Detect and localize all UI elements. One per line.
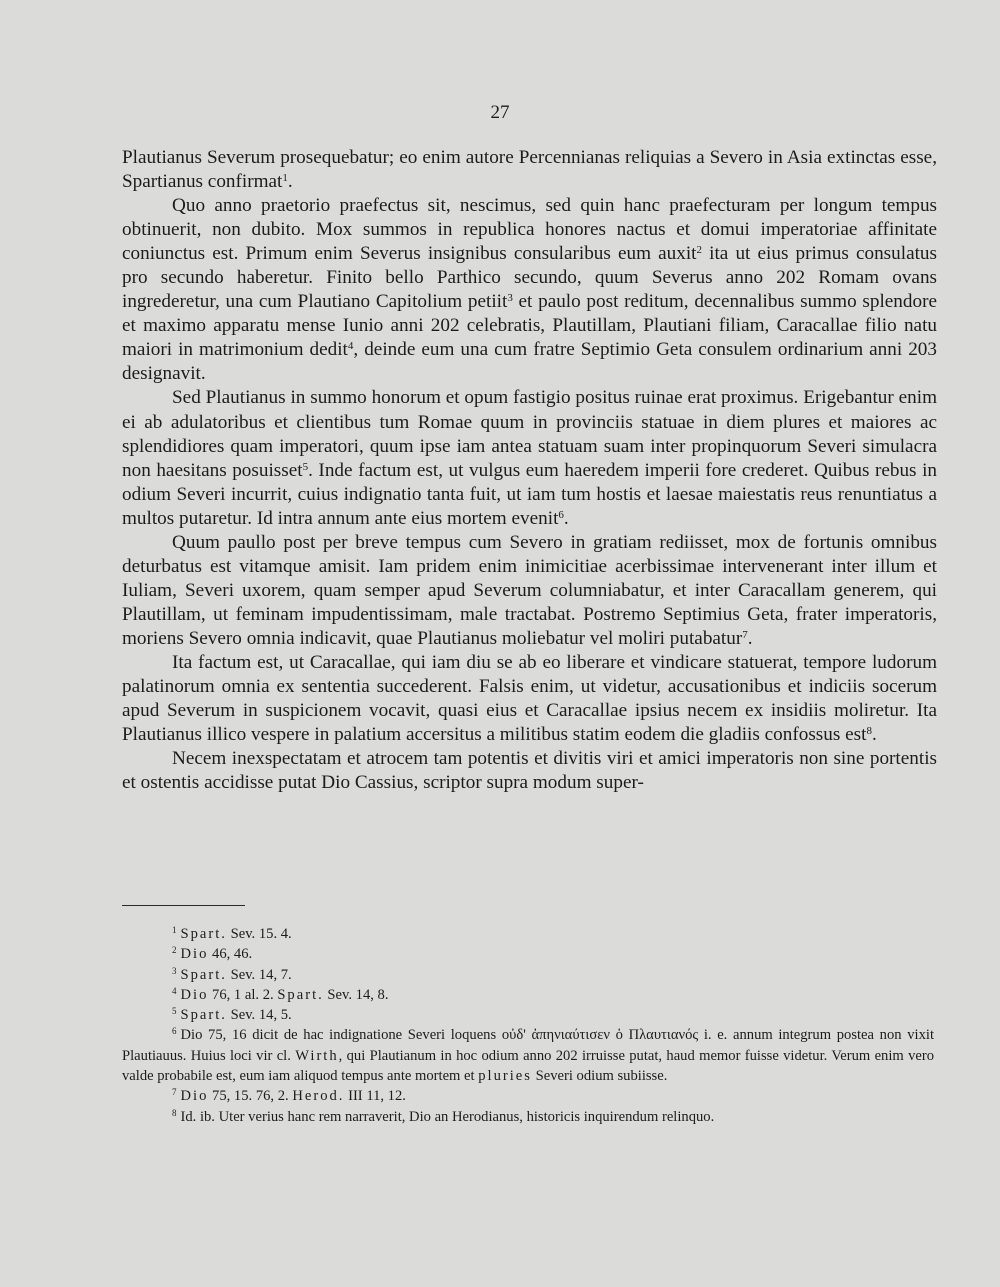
text-run: Dio 75, 16 dicit de hac indignatione Severi loquens οὐδ' ἀπηνιαύτισεν ὁ Πλαυτιανός i. e. annum integrum postea non vixit Plautiauus. Huius loci vir cl. (122, 1027, 934, 1064)
footnotes (122, 924, 934, 1127)
footnote (122, 1107, 934, 1127)
spaced-citation: Herod. (292, 1088, 345, 1105)
paragraph (122, 747, 937, 795)
footnote (122, 1025, 934, 1086)
text-run: . (563, 507, 569, 529)
text-run: 46, 46. (208, 946, 253, 963)
text-run: ita ut eius primus consulatus pro secundo haberetur. Finito bello Parthico secundo, quum Severus anno 202 Romam ovans ingrederetur, una cum Plautiano Capitolium petiit (122, 243, 937, 313)
text-run: Quo anno praetorio praefectus sit, nescimus, sed quin hanc praefecturam per longum tempus obtinuerit, non dubito. Mox summos in republica honores nactus et domui imperatoriae affinitate coniunctus est. Primum enim Severus insignibus consularibus eum auxit (122, 195, 937, 265)
footnote (122, 944, 934, 964)
paragraph (122, 651, 937, 747)
paragraph (122, 194, 937, 386)
paragraph (122, 146, 937, 194)
text-run: 76, 1 al. 2. (208, 986, 278, 1003)
page-number: 27 (490, 102, 510, 123)
spaced-citation: pluries (478, 1068, 532, 1085)
paragraph (122, 531, 937, 651)
spaced-citation: Dio (180, 1088, 209, 1105)
spaced-citation: Spart. (180, 1007, 227, 1024)
text-run: et paulo post reditum, decennalibus summo splendore et maximo apparatu mense Iunio anni 202 celebratis, Plautillam, Plautiani filiam, Caracallae filio natu maiori in matrimonium dedit (122, 291, 937, 361)
text-run: Sev. 14, 5. (226, 1007, 292, 1024)
footnote (122, 1086, 934, 1106)
main-text (122, 146, 937, 795)
footnote-marker: 2 (696, 244, 703, 257)
text-run: Ita factum est, ut Caracallae, qui iam diu se ab eo liberare et vindicare statuerat, tempore ludorum palatinorum omnia ex sententia succederent. Falsis enim, ut videtur, accusationibus et indiciis socerum apud Severum in suspicionem vocavit, quasi eius et Caracallae ipsius necem ex insidiis moliretur. Ita Plautianus illico vespere in palatium accersitus a militibus statim eodem die gladiis confossus est (122, 651, 937, 746)
text-run: Sev. 14, 8. (323, 986, 389, 1003)
footnote-marker: 5 (302, 460, 309, 473)
footnote-marker: 7 (742, 628, 748, 641)
spaced-citation: Wirth (295, 1047, 339, 1064)
text-run: Necem inexspectatam et atrocem tam potentis et divitis viri et amici imperatoris non sine portentis et ostentis accidisse putat Dio Cassius, scriptor supra modum super- (122, 748, 937, 794)
text-run: 75, 15. 76, 2. (208, 1088, 293, 1105)
footnote-marker: 6 (172, 1026, 177, 1037)
footnote (122, 1005, 934, 1025)
spaced-citation: Spart. (180, 966, 227, 983)
text-run: Quum paullo post per breve tempus cum Severo in gratiam rediisset, mox de fortunis omnibus deturbatus est vitamque amisit. Iam pridem enim inimicitiae acerbissimae intervenerant inter illum et Iuliam, Severi uxorem, quam semper apud Severum columniabatur, et inter Caracallam generem, qui Plautillam, ut feminam impudentissimam, male tractabat. Postremo Septimius Geta, frater imperatoris, moriens Severo omnia indicavit, quae Plautianus moliebatur vel moliri putabatur (122, 531, 937, 649)
text-run: Severi odium subiisse. (531, 1068, 668, 1085)
text-run: , deinde eum una cum fratre Septimio Geta consulem ordinarium anni 203 designavit. (122, 339, 937, 385)
text-run: Id. ib. Uter verius hanc rem narraverit, Dio an Herodianus, historicis inquirendum relinquo. (180, 1108, 715, 1125)
text-run: Sev. 15. 4. (226, 926, 292, 942)
footnote-divider (122, 905, 245, 906)
footnote-marker: 8 (866, 725, 872, 738)
text-run: Sev. 14, 7. (226, 966, 292, 983)
footnote-marker: 1 (172, 925, 177, 935)
footnote-marker: 4 (172, 985, 177, 996)
text-run: . (747, 627, 753, 649)
footnote-marker: 3 (507, 292, 513, 305)
spaced-citation: Spart. (277, 986, 324, 1003)
footnote (122, 985, 934, 1005)
text-run: III 11, 12. (344, 1088, 406, 1105)
footnote (122, 924, 934, 944)
text-run: . (287, 171, 293, 193)
paragraph (122, 386, 937, 530)
footnote-marker: 7 (172, 1087, 177, 1098)
footnote-marker: 1 (282, 172, 288, 185)
footnote-marker: 5 (172, 1006, 177, 1017)
footnote-marker: 6 (558, 508, 564, 521)
text-run: . Inde factum est, ut vulgus eum haeredem imperii fore crederet. Quibus rebus in odium Severi incurrit, cuius indignatio tanta fuit, ut iam tum hostis et laesae maiestatis reus renuntiatus a multos putaretur. Id intra annum ante eius mortem evenit (122, 459, 937, 529)
text-run: Sed Plautianus in summo honorum et opum fastigio positus ruinae erat proximus. Erigebantur enim ei ab adulatoribus et clientibus tum Romae quum in provinciis statuae in diem plures et maiores ac splendidiores quam imperatori, quum ipse iam antea statuam suam inter propinquorum Severi simulacra non haesitans posuisset (122, 387, 937, 481)
text-run: . (871, 724, 877, 746)
text-run: Plautianus Severum prosequebatur; eo enim autore Percennianas reliquias a Severo in Asia extinctas esse, Spartianus confirmat (122, 147, 937, 193)
footnote-marker: 8 (172, 1107, 177, 1118)
footnote (122, 965, 934, 985)
spaced-citation: Dio (180, 946, 209, 963)
footnote-marker: 2 (172, 945, 177, 956)
spaced-citation: Dio (180, 986, 209, 1003)
spaced-citation: Spart. (180, 926, 227, 942)
footnote-marker: 4 (347, 340, 354, 353)
text-run: , qui Plautianum in hoc odium anno 202 irruisse putat, haud memor fuisse videtur. Verum enim vero valde probabile est, eum iam aliquod tempus ante mortem et (122, 1047, 935, 1085)
footnote-marker: 3 (172, 965, 177, 976)
